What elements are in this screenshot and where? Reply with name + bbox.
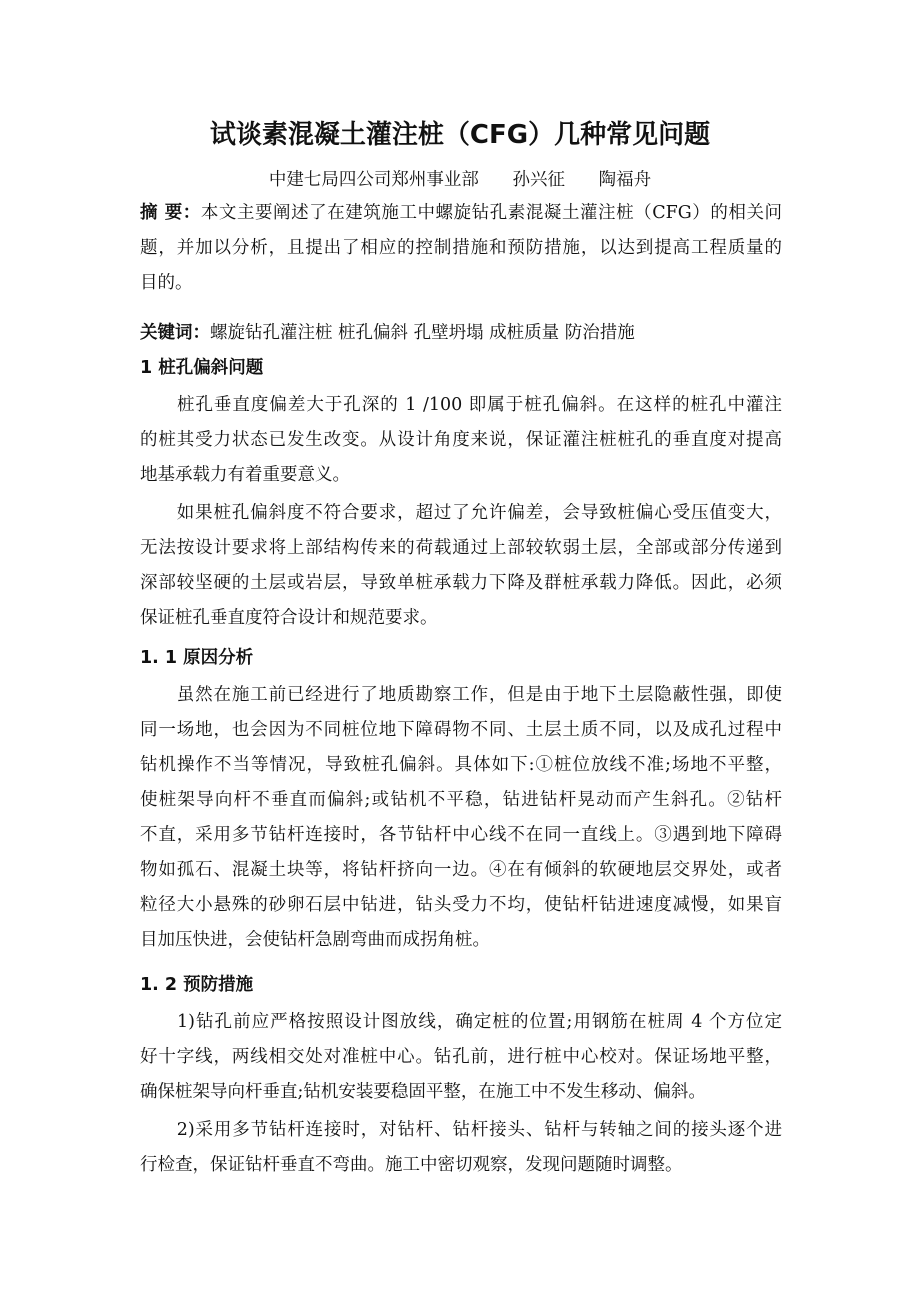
paragraph-line: 桩孔垂直度偏差大于孔深的 1 /100 即属于桩孔偏斜。在这样的桩孔中灌注 <box>140 395 782 415</box>
paragraph-line: 不直，采用多节钻杆连接时，各节钻杆中心线不在同一直线上。③遇到地下障碍 <box>140 825 782 845</box>
author-name: 孙兴征 <box>512 170 565 190</box>
paragraph-line: 深部较坚硬的土层或岩层，导致单桩承载力下降及群桩承载力降低。因此，必须 <box>140 573 782 593</box>
paragraph <box>140 678 782 958</box>
abstract-label: 摘 要： <box>140 203 201 223</box>
keywords-text: 螺旋钻孔灌注桩 桩孔偏斜 孔壁坍塌 成桩质量 防治措施 <box>210 323 635 343</box>
section-heading: 1 桩孔偏斜问题 <box>140 358 264 378</box>
paragraph-line: 目加压快进，会使钻杆急剧弯曲而成拐角桩。 <box>140 930 490 950</box>
author-line <box>0 166 920 191</box>
paragraph-line: 的桩其受力状态已发生改变。从设计角度来说，保证灌注桩桩孔的垂直度对提高 <box>140 430 782 450</box>
author-organization: 中建七局四公司郑州事业部 <box>268 170 479 190</box>
paragraph-line: 虽然在施工前已经进行了地质勘察工作，但是由于地下土层隐蔽性强，即使 <box>140 685 782 705</box>
paragraph-line: 保证桩孔垂直度符合设计和规范要求。 <box>140 608 438 628</box>
paragraph-line: 确保桩架导向杆垂直;钻机安装要稳固平整，在施工中不发生移动、偏斜。 <box>140 1082 706 1102</box>
paragraph-line: 粒径大小悬殊的砂卵石层中钻进，钻头受力不均，使钻杆钻进速度减慢，如果盲 <box>140 895 782 915</box>
paragraph <box>140 1113 782 1183</box>
paragraph <box>140 388 782 493</box>
paragraph-line: 1)钻孔前应严格按照设计图放线，确定桩的位置;用钢筋在桩周 4 个方位定 <box>140 1012 782 1032</box>
abstract-line: 题，并加以分析，且提出了相应的控制措施和预防措施，以达到提高工程质量的 <box>140 238 782 258</box>
paragraph-line: 无法按设计要求将上部结构传来的荷载通过上部较软弱土层，全部或部分传递到 <box>140 538 782 558</box>
paragraph-line: 行检查，保证钻杆垂直不弯曲。施工中密切观察，发现问题随时调整。 <box>140 1155 683 1175</box>
abstract-line: 本文主要阐述了在建筑施工中螺旋钻孔素混凝土灌注桩（CFG）的相关问 <box>200 203 783 223</box>
paragraph <box>140 496 782 636</box>
paragraph <box>140 1005 782 1110</box>
paragraph-line: 物如孤石、混凝土块等，将钻杆挤向一边。④在有倾斜的软硬地层交界处，或者 <box>140 860 782 880</box>
paragraph-line: 好十字线，两线相交处对准桩中心。钻孔前，进行桩中心校对。保证场地平整， <box>140 1047 782 1067</box>
document-title: 试谈素混凝土灌注桩（CFG）几种常见问题 <box>209 120 711 150</box>
paragraph-line: 地基承载力有着重要意义。 <box>140 465 350 485</box>
paragraph-line: 钻机操作不当等情况，导致桩孔偏斜。具体如下:①桩位放线不准;场地不平整， <box>140 755 782 775</box>
keywords <box>140 316 782 351</box>
author-name: 陶福舟 <box>598 170 652 190</box>
abstract <box>140 196 782 301</box>
paragraph-line: 2)采用多节钻杆连接时，对钻杆、钻杆接头、钻杆与转轴之间的接头逐个进 <box>140 1120 782 1140</box>
section-heading: 1. 1 原因分析 <box>140 648 254 668</box>
keywords-label: 关键词： <box>140 323 210 343</box>
paragraph-line: 同一场地，也会因为不同桩位地下障碍物不同、土层土质不同，以及成孔过程中 <box>140 720 782 740</box>
paragraph-line: 如果桩孔偏斜度不符合要求，超过了允许偏差，会导致桩偏心受压值变大， <box>140 503 782 523</box>
abstract-line: 目的。 <box>140 273 193 293</box>
paragraph-line: 使桩架导向杆不垂直而偏斜;或钻机不平稳，钻进钻杆晃动而产生斜孔。②钻杆 <box>140 790 782 810</box>
section-heading: 1. 2 预防措施 <box>140 975 254 995</box>
